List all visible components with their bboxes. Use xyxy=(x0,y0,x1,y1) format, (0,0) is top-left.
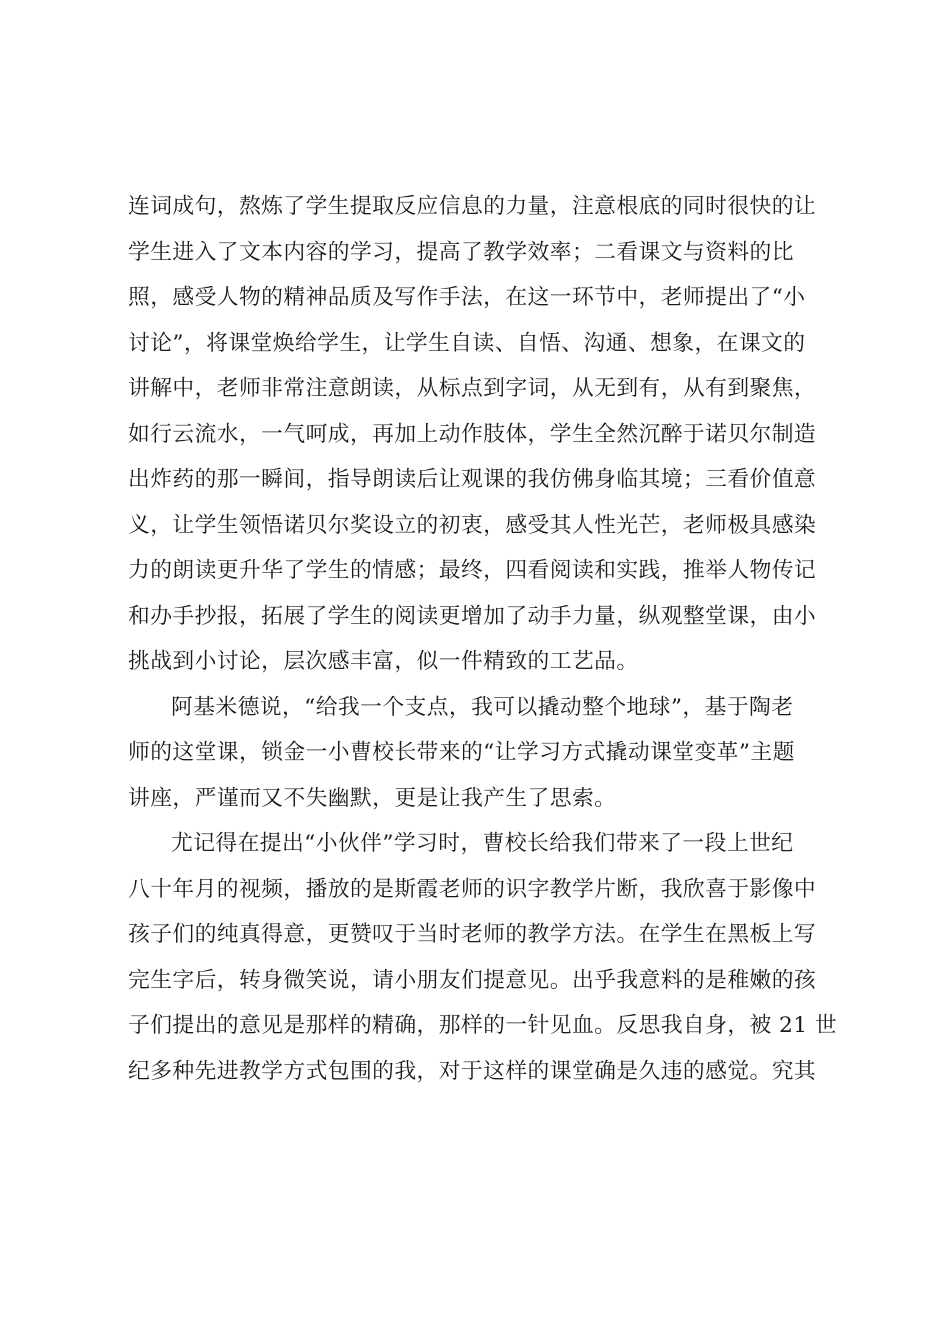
text-line: 学生进入了文本内容的学习，提高了教学效率；二看课文与资料的比 xyxy=(128,239,794,265)
text-line: 义，让学生领悟诺贝尔奖设立的初衷，感受其人性光芒，老师极具感染 xyxy=(128,512,817,538)
text-line: 连词成句，熬炼了学生提取反应信息的力量，注意根底的同时很快的让 xyxy=(128,194,817,219)
text-line: 讲解中，老师非常注意朗读，从标点到字词，从无到有，从有到聚焦， xyxy=(128,376,817,401)
text-line: 挑战到小讨论，层次感丰富，似一件精致的工艺品。 xyxy=(128,649,639,674)
text-line: 孩子们的纯真得意，更赞叹于当时老师的教学方法。在学生在黑板上写 xyxy=(128,922,817,947)
text-line: 纪多种先进教学方式包围的我，对于这样的课堂确是久违的感觉。究其 xyxy=(128,1058,817,1084)
text-line: 出炸药的那一瞬间，指导朗读后让观课的我仿佛身临其境；三看价值意 xyxy=(128,467,817,492)
text-line: 讲座，严谨而又不失幽默，更是让我产生了思索。 xyxy=(128,785,617,811)
document-body xyxy=(128,184,838,1094)
paragraph-first-line: 阿基米德说，“给我一个支点，我可以撬动整个地球”，基于陶老 xyxy=(171,694,794,720)
text-line: 照，感受人物的精神品质及写作手法，在这一环节中，老师提出了“小 xyxy=(128,285,806,310)
text-line: 子们提出的意见是那样的精确，那样的一针见血。反思我自身，被 21 世 xyxy=(128,1013,838,1038)
text-line: 完生字后，转身微笑说，请小朋友们提意见。出乎我意料的是稚嫩的孩 xyxy=(128,967,817,993)
text-line: 师的这堂课，锁金一小曹校长带来的“让学习方式撬动课堂变革”主题 xyxy=(128,740,795,765)
text-line: 和办手抄报，拓展了学生的阅读更增加了动手力量，纵观整堂课，由小 xyxy=(128,603,817,629)
text-line: 讨论”，将课堂焕给学生，让学生自读、自悟、沟通、想象，在课文的 xyxy=(128,330,806,356)
paragraph-first-line: 尤记得在提出“小伙伴”学习时，曹校长给我们带来了一段上世纪 xyxy=(171,831,794,856)
text-line: 如行云流水，一气呵成，再加上动作肢体，学生全然沉醉于诺贝尔制造 xyxy=(128,421,817,447)
text-line: 力的朗读更升华了学生的情感；最终，四看阅读和实践，推举人物传记 xyxy=(128,558,817,583)
text-line: 八十年月的视频，播放的是斯霞老师的识字教学片断，我欣喜于影像中 xyxy=(128,876,817,902)
